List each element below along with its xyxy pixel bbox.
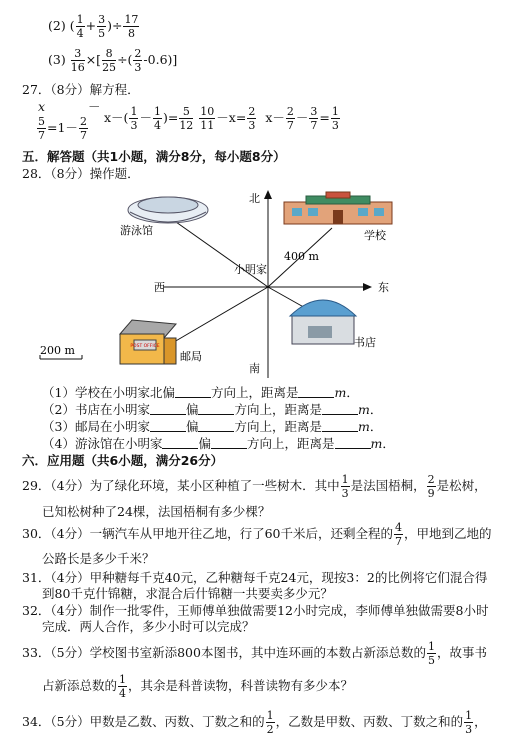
q28-item-3: （3）邮局在小明家 偏 方向上，距离是 m． bbox=[42, 419, 383, 434]
label-store: 书店 bbox=[354, 336, 376, 349]
answer-blank[interactable] bbox=[198, 420, 234, 432]
answer-blank[interactable] bbox=[150, 420, 186, 432]
svg-text:200 m: 200 m bbox=[40, 344, 75, 357]
answer-blank[interactable] bbox=[298, 386, 334, 398]
answer-blank[interactable] bbox=[162, 437, 198, 449]
question-33-line2: 占新添总数的 $\frac{1}{4}$ ，其余是科普读物，科普读物有多少本？ bbox=[42, 673, 354, 700]
answer-blank[interactable] bbox=[211, 437, 247, 449]
question-29-line2: 已知松树种了24棵，法国梧桐有多少棵？ bbox=[42, 504, 271, 519]
label-east: 东 bbox=[378, 281, 389, 294]
question-32-line2: 完成．两人合作，多少小时可以完成？ bbox=[42, 619, 255, 634]
expr-2: (2) ( $\frac{1}{4}$ + $\frac{3}{5}$ )÷ $\frac{17}{8}$ bbox=[48, 13, 139, 40]
equation-1: $\frac{5}{7}$ =1－ $\frac{2}{7}$ bbox=[38, 115, 87, 142]
answer-blank[interactable] bbox=[175, 386, 211, 398]
question-32: 32．（4分）制作一批零件，王师傅单独做需要12小时完成，李师傅单独做需要8小时 bbox=[22, 603, 489, 618]
question-28-header: 28．（8分）操作题． bbox=[22, 166, 140, 181]
school-building bbox=[284, 192, 392, 224]
q28-item-1: （1）学校在小明家北偏 方向上，距离是 m． bbox=[42, 385, 359, 400]
label-distance: 400 m bbox=[284, 250, 319, 263]
question-27-header: 27．（8分）解方程． bbox=[22, 82, 140, 97]
q27-minus: － bbox=[88, 99, 101, 114]
label-west: 西 bbox=[154, 281, 165, 294]
fraction: $\frac{17}{8}$ bbox=[124, 13, 139, 40]
q28-item-4: （4）游泳馆在小明家 偏 方向上，距离是 m． bbox=[42, 436, 395, 451]
expr-3: (3) $\frac{3}{16}$ ×[ $\frac{8}{25}$ ÷( $\frac{2}{3}$ -0.6)] bbox=[48, 47, 178, 74]
label-north: 北 bbox=[249, 192, 260, 205]
north-arrow bbox=[264, 190, 272, 199]
scale-bar bbox=[40, 344, 82, 359]
answer-blank[interactable] bbox=[322, 420, 358, 432]
pool-line bbox=[176, 222, 268, 287]
pool-building bbox=[128, 197, 208, 223]
question-31: 31．（4分）甲种糖每千克40元，乙种糖每千克24元，现按3：2的比例将它们混合得 bbox=[22, 570, 488, 585]
fraction: $\frac{3}{16}$ bbox=[70, 47, 85, 74]
post-office-building bbox=[120, 320, 176, 364]
bookstore-building bbox=[290, 300, 356, 344]
question-33: 33．（5分）学校图书室新添800本图书，其中连环画的本数占新添总数的 $\frac{1}{5}$ ，故事书 bbox=[22, 640, 487, 667]
fraction: $\frac{8}{25}$ bbox=[102, 47, 117, 74]
equation-2: x－( $\frac{1}{3}$ － $\frac{1}{4}$ )= $\frac{5}{12}$ $\frac{10}{11}$ －x= $\frac{2}{3}$ x－ $\frac{2}{7}$ － $\frac{3}{7}$ = $\frac{1}{3}$ bbox=[104, 105, 339, 132]
fraction: $\frac{1}{4}$ bbox=[76, 13, 84, 40]
label-school: 学校 bbox=[364, 229, 386, 242]
label-post: 邮局 bbox=[180, 350, 202, 363]
map-figure bbox=[36, 188, 400, 378]
fraction: $\frac{2}{3}$ bbox=[134, 47, 142, 74]
question-34: 34．（5分）甲数是乙数、丙数、丁数之和的 $\frac{1}{2}$ ，乙数是甲数、丙数、丁数之和的 $\frac{1}{3}$ ， bbox=[22, 709, 487, 736]
question-29: 29．（4分）为了绿化环境，某小区种植了一些树木．其中 $\frac{1}{3}$ 是法国梧桐， $\frac{2}{9}$ 是松树， bbox=[22, 473, 487, 500]
q27-var-x: x bbox=[38, 99, 46, 114]
answer-blank[interactable] bbox=[335, 437, 371, 449]
post-line bbox=[174, 287, 268, 342]
q28-item-2: （2）书店在小明家 偏 方向上，距离是 m． bbox=[42, 402, 383, 417]
question-30: 30．（4分）一辆汽车从甲地开往乙地，行了60千米后，还剩全程的 $\frac{4}{7}$ ，甲地到乙地的 bbox=[22, 521, 492, 548]
label-south: 南 bbox=[249, 362, 260, 375]
label-pool: 游泳馆 bbox=[120, 224, 153, 237]
answer-blank[interactable] bbox=[150, 403, 186, 415]
section-6-title: 六．应用题（共6小题，满分26分） bbox=[22, 453, 224, 468]
east-arrow bbox=[363, 283, 372, 291]
question-30-line2: 公路长是多少千米？ bbox=[42, 551, 155, 566]
answer-blank[interactable] bbox=[322, 403, 358, 415]
answer-blank[interactable] bbox=[198, 403, 234, 415]
section-5-title: 五．解答题（共1小题，满分8分，每小题8分） bbox=[22, 149, 286, 164]
svg-text:POST OFFICE: POST OFFICE bbox=[130, 344, 160, 349]
fraction: $\frac{3}{5}$ bbox=[98, 13, 106, 40]
question-31-line2: 到80千克什锦糖，求混合后什锦糖一共要卖多少元？ bbox=[42, 586, 333, 601]
label-center: 小明家 bbox=[234, 263, 267, 276]
